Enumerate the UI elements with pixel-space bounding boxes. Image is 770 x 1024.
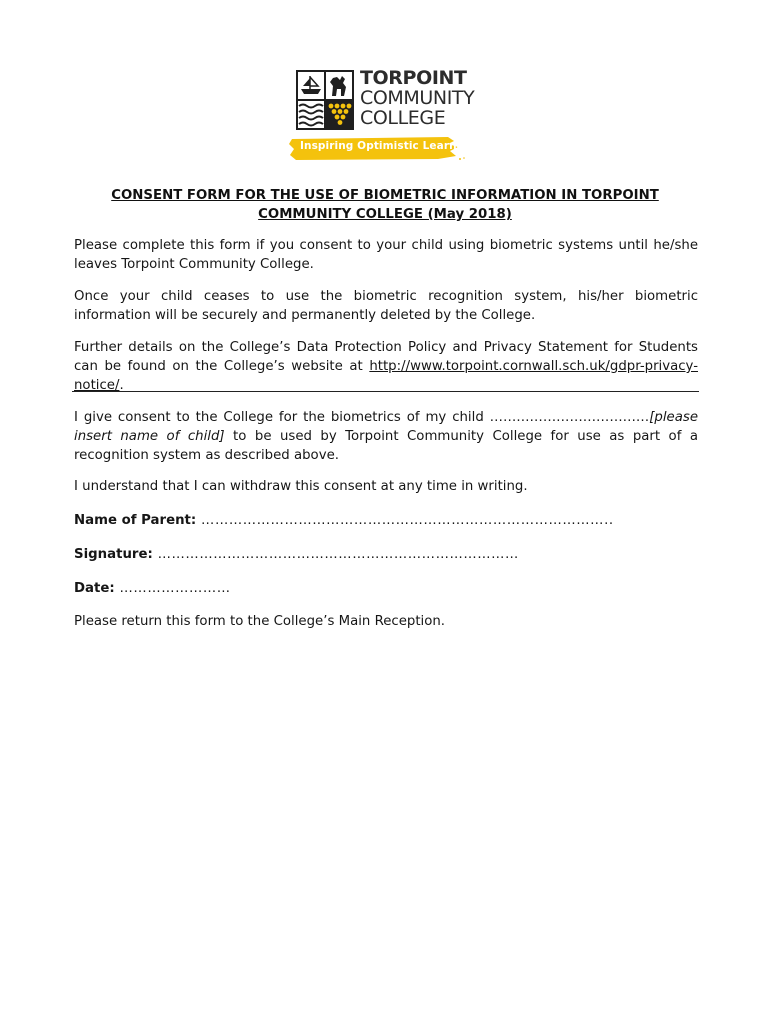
signature-label: Signature: (74, 547, 153, 562)
form-title (74, 186, 696, 224)
logo-line-3: COLLEGE (360, 107, 446, 129)
date-field[interactable] (74, 579, 231, 598)
tagline-banner (288, 135, 476, 161)
signature-field[interactable] (74, 545, 519, 564)
date-label: Date: (74, 581, 115, 596)
intro-paragraph-2: Once your child ceases to use the biometric recognition system, his/her biometric information will be securely and permanently deleted by the College. (74, 289, 698, 323)
form-title-line-1: CONSENT FORM FOR THE USE OF BIOMETRIC INFORMATION IN TORPOINT (111, 188, 659, 203)
college-name (360, 68, 474, 128)
privacy-text-end: . (119, 378, 124, 393)
parent-name-line[interactable]: …………………………………………………………………………….. (196, 513, 614, 528)
privacy-text: Further details on the College’s Data Protection Policy and Privacy Statement for Students can be found on the College’s website at (74, 340, 698, 374)
logo-line-1: TORPOINT (360, 67, 467, 89)
parent-name-label: Name of Parent: (74, 513, 197, 528)
intro-paragraph-3 (74, 338, 698, 395)
child-name-hint: [please insert name of child] (74, 410, 698, 444)
logo-line-2: COMMUNITY (360, 87, 475, 109)
return-instruction: Please return this form to the College’s Main Reception. (74, 614, 446, 629)
consent-text-start: I give consent to the College for the biometrics of my child ……………………………… (74, 410, 650, 425)
college-logo (296, 67, 496, 162)
date-line[interactable]: …………………… (114, 581, 231, 596)
parent-name-field[interactable] (74, 511, 614, 530)
section-divider (72, 391, 699, 392)
tagline-text: Inspiring Optimistic Learners (300, 140, 476, 152)
college-crest-icon (296, 70, 354, 130)
intro-paragraph-1: Please complete this form if you consent to your child using biometric systems until he/she leaves Torpoint Community College. (74, 238, 698, 272)
consent-text-end: to be used by Torpoint Community College for use as part of a recognition system as described above. (74, 429, 698, 463)
form-title-line-2: COMMUNITY COLLEGE (May 2018) (258, 207, 512, 222)
withdraw-statement: I understand that I can withdraw this consent at any time in writing. (74, 479, 528, 494)
consent-statement (74, 408, 698, 465)
signature-line[interactable]: …………………………………………………………………… (152, 547, 519, 562)
privacy-notice-link[interactable]: http://www.torpoint.cornwall.sch.uk/gdpr-privacy-notice/ (74, 359, 698, 393)
